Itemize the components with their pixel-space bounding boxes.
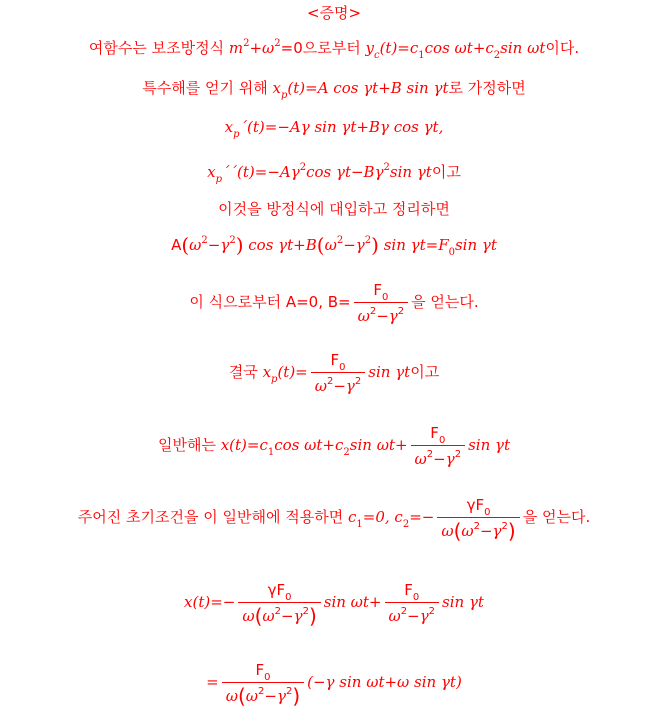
solution-fraction-2: $\frac{F_0}{\omega^2-\gamma^2}$	[385, 580, 440, 626]
second-derivative-line: $x_p´´(t)=-A\gamma^2\cos$ $\gamma t-B\gamma^2\sin$ γt이고	[207, 162, 461, 185]
substituted-equation: $A(\omega^2-\gamma^2)$ $\cos \gamma t+B(\omega^2-\gamma^2)$ $\sin \gamma t=F_0\sin$ γt	[171, 233, 497, 258]
solution-fraction-1: $\frac{\gamma F_0}{\omega(\omega^2-\gamma^2)}$	[238, 580, 320, 626]
solution-line: x(t)=− $\frac{\gamma F_0}{\omega(\omega^2-\gamma^2)}$ sin ωt+ $\frac{F_0}{\omega^2-\gamma^2}$ sin γt	[184, 581, 484, 628]
particular-solution-line: 결국 $x_p(t)=$ $\frac{F_0}{\omega^2-\gamma^2}$ sin γt이고	[228, 351, 440, 395]
particular-solution-assumption: 특수해를 얻기 위해 $x_p(t)=A$ cos γt+B sin γt로 가정하면	[142, 79, 526, 101]
initial-conditions-line: 주어진 초기조건을 이 일반해에 적용하면 $c_1=0$, $c_2=-$ $\frac{\gamma F_0}{\omega(\omega^2-\gamma^2)}$ 을 얻는다.	[77, 496, 591, 543]
coefficient-fraction: $\frac{F_0}{\omega^2-\gamma^2}$	[354, 280, 409, 326]
substitution-text: 이것을 방정식에 대입하고 정리하면	[218, 200, 450, 218]
complementary-solution-line: 여함수는 보조방정식 $m^2+\omega^2=0$으로부터 $y_c(t)=c_1\cos$ $\omega t+c_2\sin$ ωt이다.	[88, 38, 580, 61]
particular-fraction: $\frac{F_0}{\omega^2-\gamma^2}$	[311, 350, 366, 396]
general-fraction: $\frac{F_0}{\omega^2-\gamma^2}$	[411, 423, 466, 469]
final-fraction: $\frac{F_0}{\omega(\omega^2-\gamma^2)}$	[222, 660, 304, 706]
proof-title: <증명>	[306, 4, 362, 22]
final-solution-line: = $\frac{F_0}{\omega(\omega^2-\gamma^2)}$ (−γ sin ωt+ω sin γt)	[206, 661, 462, 708]
first-derivative-line: $x_p´(t)=-A\gamma$ sin γt+Bγ cos γt,	[224, 118, 444, 140]
c2-fraction: $\frac{\gamma F_0}{\omega(\omega^2-\gamma^2)}$	[437, 495, 519, 541]
general-solution-line: 일반해는 $x(t)=c_1\cos$ $\omega t+c_2\sin$ ωt+ $\frac{F_0}{\omega^2-\gamma^2}$ sin γt	[157, 424, 510, 468]
coefficient-result-line: 이 식으로부터 A=0, B= $\frac{F_0}{\omega^2-\gamma^2}$ 을 얻는다.	[189, 281, 479, 325]
